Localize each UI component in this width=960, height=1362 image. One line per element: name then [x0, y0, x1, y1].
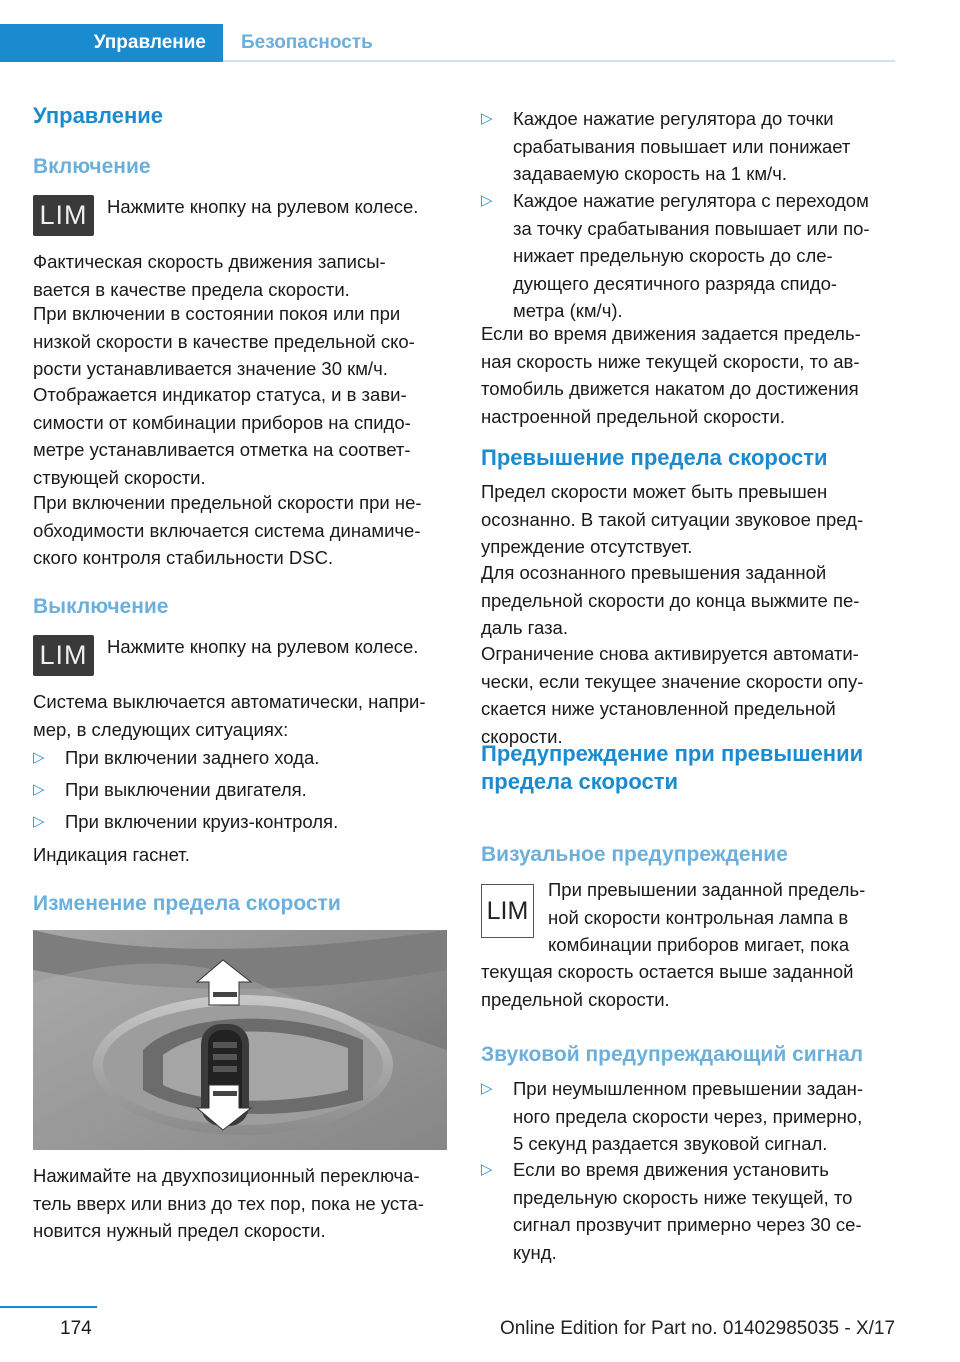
lim-icon-text: LIM — [39, 640, 88, 670]
heading-off: Выключение — [33, 595, 169, 618]
paragraph-actual-speed: Фактическая скорость движения записы- вается в качестве предела скорости. — [33, 251, 386, 300]
edition-note: Online Edition for Part no. 01402985035 - X/17 — [500, 1318, 896, 1339]
lim-icon-text: LIM — [486, 896, 529, 925]
paragraph-indicator: Отображается индикатор статуса, и в зави- симости от комбинации приборов на спидо- метре устанавливается отметка на соответ- ствующей скорости. — [33, 384, 411, 488]
paragraph-exceed-2: Для осознанного превышения заданной предельной скорости до конца выжмите пе- даль газа. — [481, 562, 860, 638]
lim-button-icon — [33, 635, 94, 676]
off-instruction: Нажмите кнопку на рулевом колесе. — [107, 636, 419, 657]
lim-indicator-icon — [481, 884, 534, 938]
lim-icon-text: LIM — [39, 200, 88, 230]
tab-safety[interactable]: Безопасность — [241, 32, 373, 53]
footer-rule — [0, 1306, 97, 1308]
paragraph-rocker: Нажимайте на двухпозиционный переключа- тель вверх или вниз до тех пор, пока не уста- новится нужный предел скорости. — [33, 1165, 424, 1241]
triangle-bullet-icon: ▷ — [33, 813, 45, 830]
on-instruction: Нажмите кнопку на рулевом колесе. — [107, 196, 419, 217]
triangle-bullet-icon: ▷ — [33, 749, 45, 766]
paragraph-auto-off: Система выключается автоматически, напри- мер, в следующих ситуациях: — [33, 691, 426, 740]
heading-sound: Звуковой предупреждающий сигнал — [481, 1043, 864, 1066]
heading-exceed: Превышение предела скорости — [481, 445, 828, 470]
triangle-bullet-icon: ▷ — [481, 1161, 493, 1178]
steering-wheel-photo — [33, 930, 447, 1150]
tab-divider — [223, 60, 895, 62]
header-tabs — [0, 24, 895, 62]
paragraph-exceed-1: Предел скорости может быть превышен осознанно. В такой ситуации звуковое пред- упреждение отсутствует. — [481, 481, 864, 557]
heading-change-limit: Изменение предела скорости — [33, 892, 341, 915]
paragraph-indication-off: Индикация гаснет. — [33, 844, 190, 865]
tab-control[interactable]: Управление — [0, 24, 223, 62]
visual-warning-cont: текущая скорость остается выше заданной предельной скорости. — [481, 961, 854, 1010]
section-title: Управление — [33, 103, 164, 128]
paragraph-dsc: При включении предельной скорости при не- обходимости включается система динамиче- ского контроля стабильности DSC. — [33, 492, 422, 568]
paragraph-standstill: При включении в состоянии покоя или при низкой скорости в качестве предельной ско- рости устанавливается значение 30 км/ч. — [33, 303, 415, 379]
visual-warning-side: При превышении заданной предель- ной скорости контрольная лампа в комбинации приборов мигает, пока — [548, 879, 866, 955]
paragraph-coast: Если во время движения задается предель- ная скорость ниже текущей скорости, то ав- томобиль движется накатом до достижения настроенной предельной скорости. — [481, 323, 861, 427]
lim-button-icon — [33, 195, 94, 236]
triangle-bullet-icon: ▷ — [33, 781, 45, 798]
paragraph-exceed-3: Ограничение снова активируется автомати- чески, если текущее значение скорости опу- скается ниже установленной предельной скорости. — [481, 643, 864, 747]
triangle-bullet-icon: ▷ — [481, 1080, 493, 1097]
triangle-bullet-icon: ▷ — [481, 192, 493, 209]
triangle-bullet-icon: ▷ — [481, 110, 493, 127]
heading-on: Включение — [33, 155, 151, 178]
heading-visual: Визуальное предупреждение — [481, 843, 788, 866]
heading-warning: Предупреждение при превышении предела скорости — [481, 741, 864, 794]
page-number: 174 — [60, 1318, 92, 1339]
